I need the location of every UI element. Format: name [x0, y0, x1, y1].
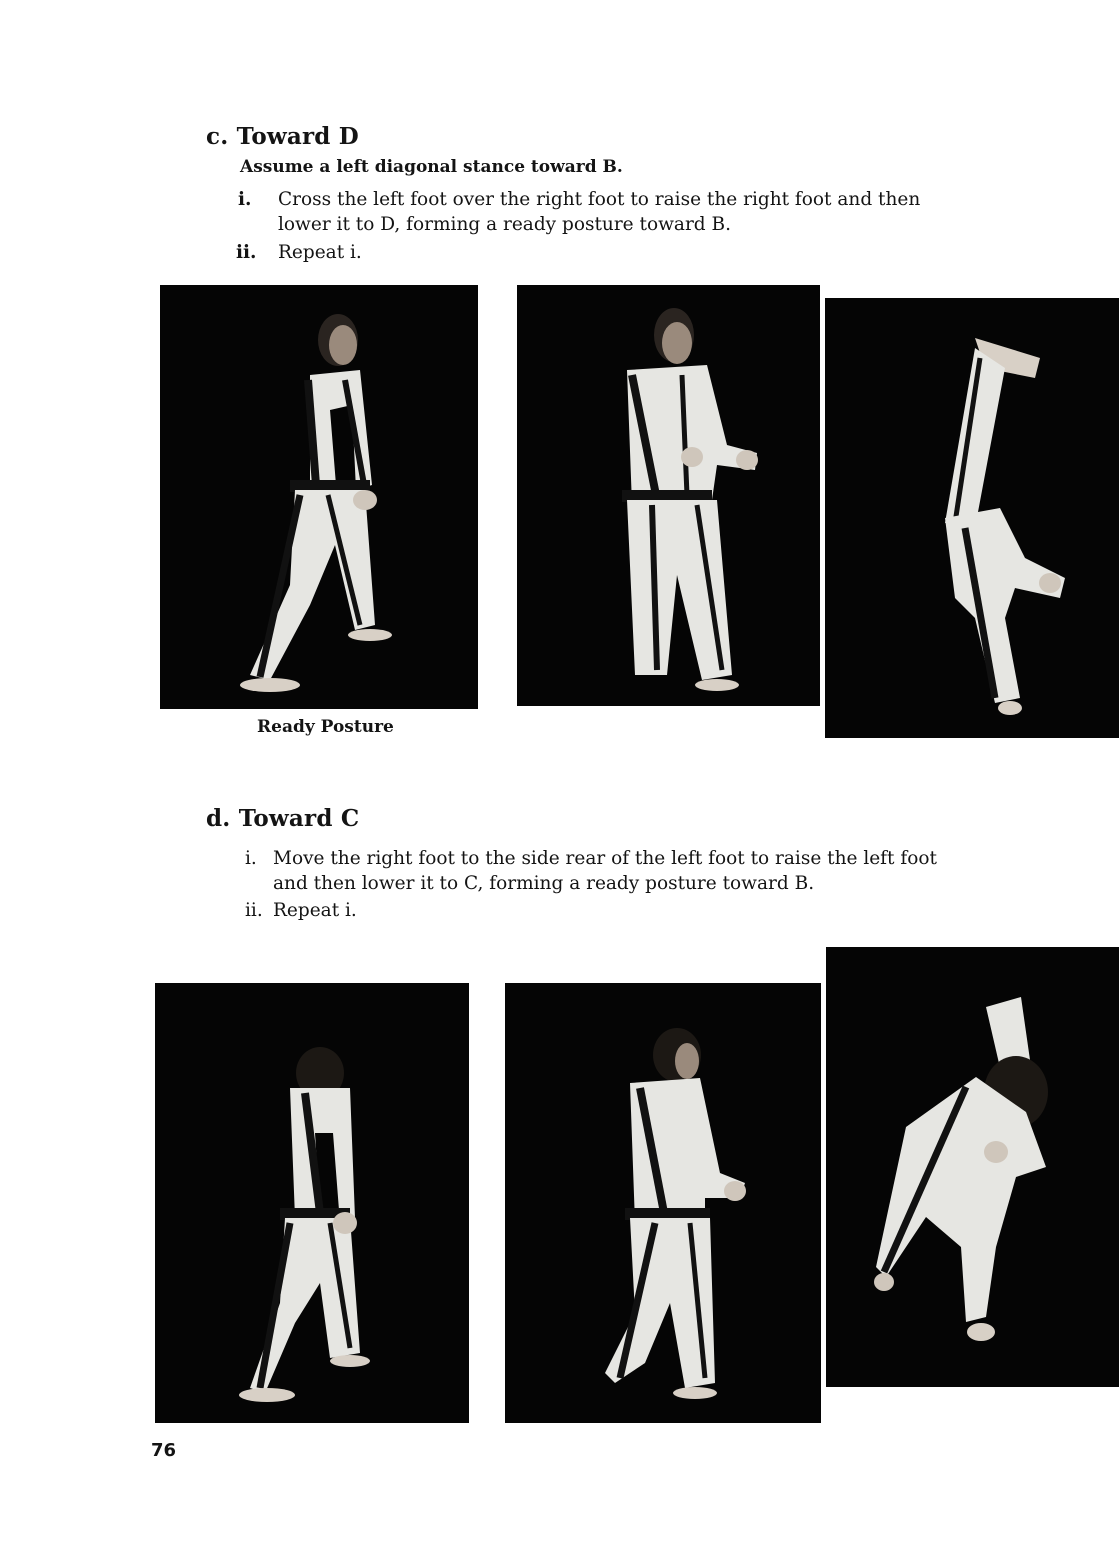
section-c-step-1-line-1: Cross the left foot over the right foot to raise the right foot and then: [278, 189, 921, 210]
section-c-step-2-line-1: Repeat i.: [278, 242, 362, 263]
section-c-title: Toward D: [236, 123, 359, 150]
section-c-marker: c.: [206, 123, 229, 150]
step-marker: i.: [238, 189, 252, 210]
photo-c-high-kick: [825, 298, 1119, 738]
figure-back-turned-illustration: [155, 983, 469, 1423]
section-d-step-1-line-2: and then lower it to C, forming a ready posture toward B.: [273, 873, 815, 894]
section-c-step-1: [238, 187, 251, 212]
photo-d-high-kick: [826, 947, 1119, 1387]
section-d-title: Toward C: [238, 805, 360, 832]
figure-ready-posture-illustration: [160, 285, 478, 709]
photo-d-back-turned: [155, 983, 469, 1423]
figure-high-kick-illustration: [825, 298, 1119, 738]
section-d-heading: [206, 805, 359, 832]
section-c-instruction: Assume a left diagonal stance toward B.: [240, 157, 623, 177]
section-d-step-1-line-1: Move the right foot to the side rear of the left foot to raise the left foot: [273, 848, 937, 869]
figure-fists-at-belt-illustration: [517, 285, 820, 706]
section-d-step-2: [245, 898, 263, 923]
step-marker: ii.: [245, 900, 263, 921]
section-c-heading: [206, 123, 359, 150]
page-number: 76: [151, 1440, 177, 1461]
figure-stepping-illustration: [505, 983, 821, 1423]
section-d-step-2-line-1: Repeat i.: [273, 900, 357, 921]
section-d-marker: d.: [206, 805, 231, 832]
step-marker: i.: [245, 848, 257, 869]
step-marker: ii.: [236, 242, 257, 263]
photo-caption-ready-posture: Ready Posture: [257, 717, 394, 737]
photo-c-fists-at-belt: [517, 285, 820, 706]
photo-d-stepping: [505, 983, 821, 1423]
section-c-step-1-line-2: lower it to D, forming a ready posture toward B.: [278, 214, 731, 235]
section-d-step-1: [245, 846, 257, 871]
figure-leaning-kick-illustration: [826, 947, 1119, 1387]
section-c-step-2: [236, 240, 257, 265]
photo-c-ready-posture: [160, 285, 478, 709]
